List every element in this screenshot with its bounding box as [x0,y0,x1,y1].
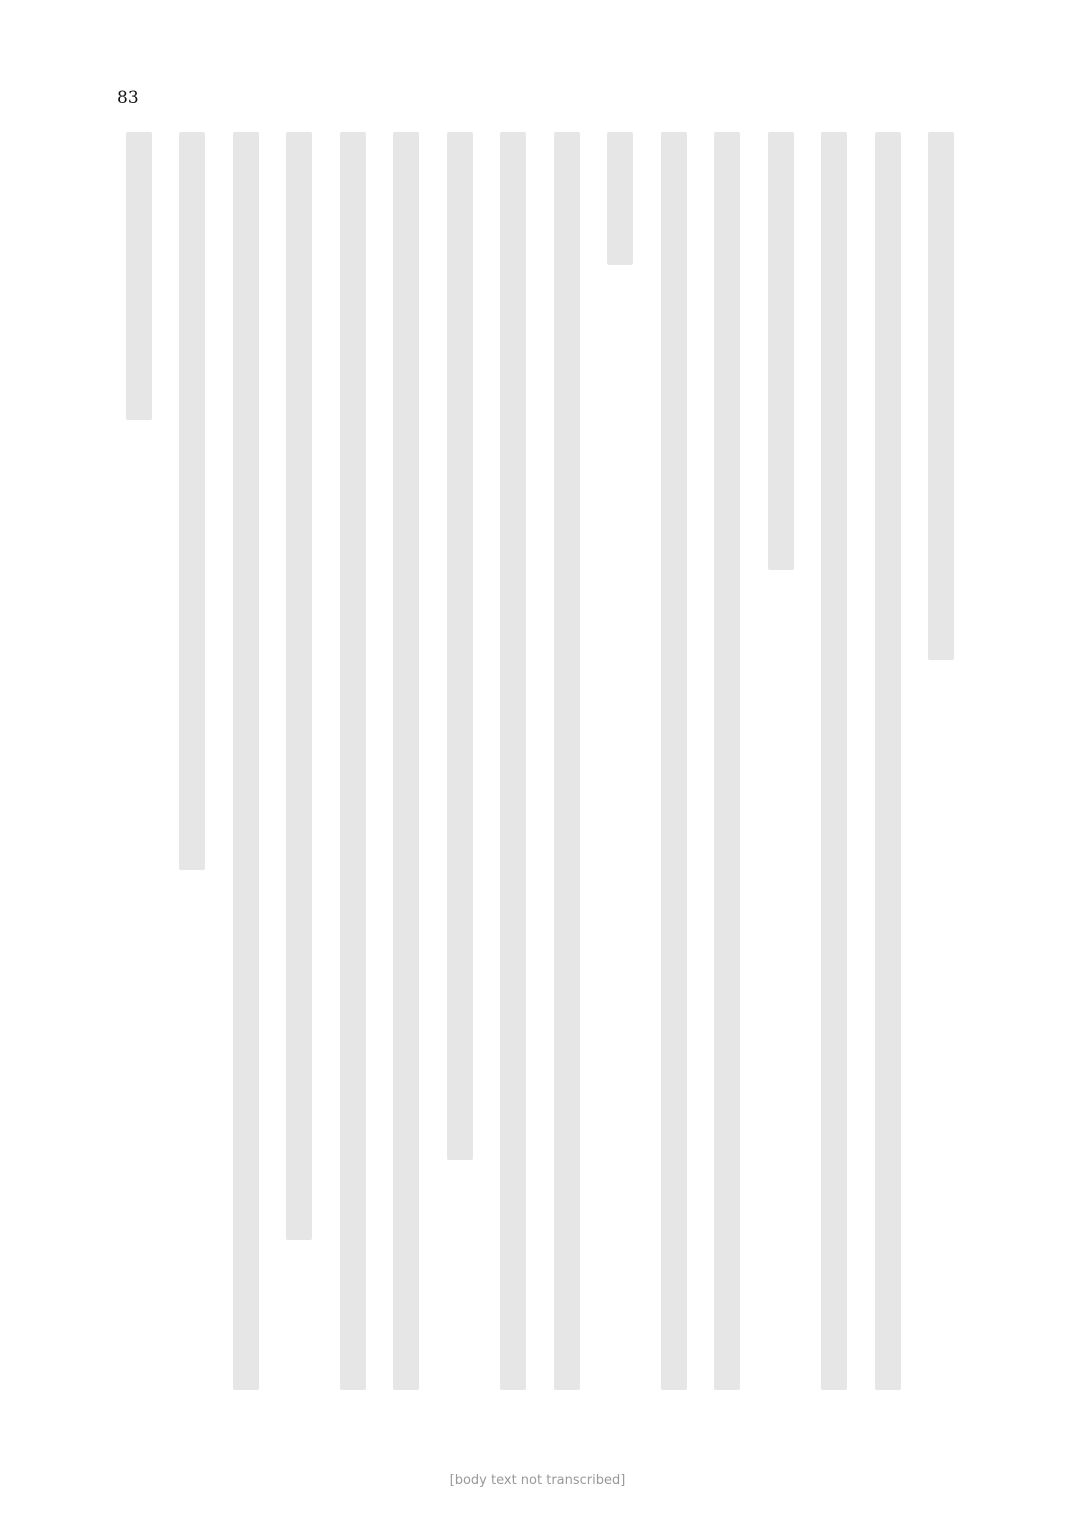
text-column-placeholder [447,132,473,1160]
text-column-placeholder [554,132,580,1390]
text-column-placeholder [500,132,526,1390]
text-column-placeholder [179,132,205,870]
text-column-placeholder [821,132,847,1390]
text-column-placeholder [714,132,740,1390]
text-column-placeholder [768,132,794,570]
text-column-placeholder [928,132,954,660]
text-column-placeholder [286,132,312,1240]
text-column-placeholder [607,132,633,265]
text-column-placeholder [233,132,259,1390]
text-column-placeholder [126,132,152,420]
text-column-placeholder [661,132,687,1390]
text-column-placeholder [340,132,366,1390]
page-number: 83 [117,88,139,108]
redaction-notice: [body text not transcribed] [449,1473,626,1488]
text-column-placeholder [875,132,901,1390]
text-column-placeholder [393,132,419,1390]
